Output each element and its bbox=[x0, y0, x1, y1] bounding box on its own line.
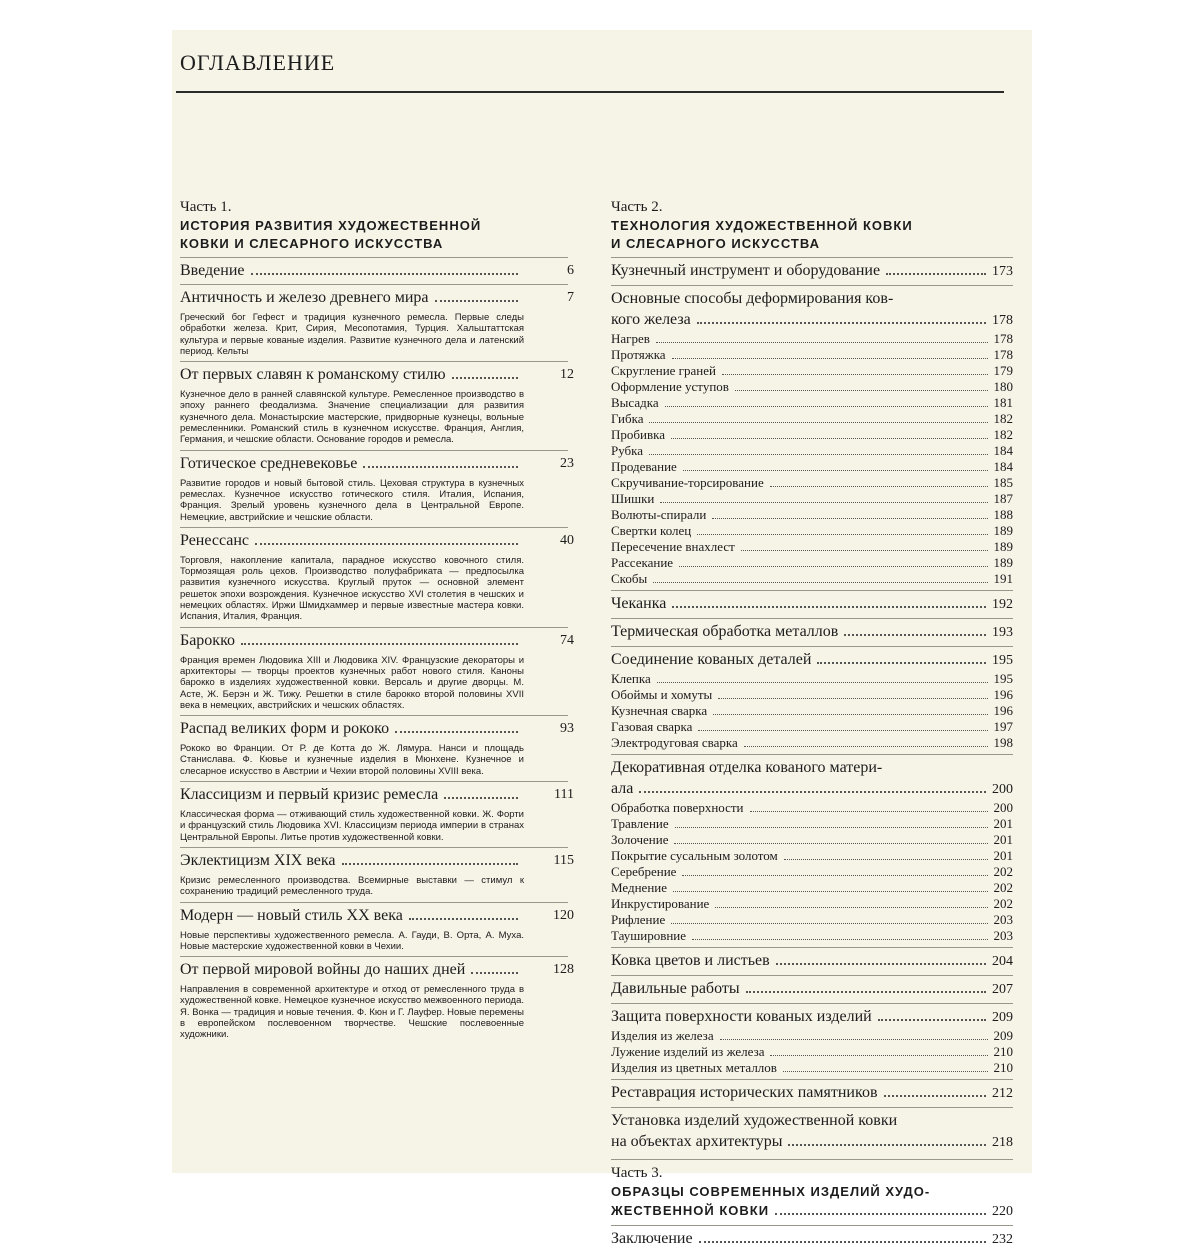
page-number: 220 bbox=[992, 1204, 1013, 1219]
entry-title: От первой мировой войны до наших дней bbox=[180, 961, 466, 979]
subsection-row[interactable] bbox=[611, 703, 1013, 719]
leader-dots bbox=[435, 300, 519, 302]
entry-title: Готическое средневековье bbox=[180, 454, 358, 472]
leader-dots bbox=[722, 374, 988, 375]
section-title: Реставрация исторических памятников bbox=[611, 1084, 878, 1101]
leader-dots bbox=[720, 1039, 988, 1040]
subsection-row[interactable] bbox=[611, 443, 1013, 459]
right-column bbox=[611, 198, 1013, 1250]
subsection-row[interactable] bbox=[611, 1044, 1013, 1060]
entry-title: Классицизм и первый кризис ремесла bbox=[180, 786, 439, 804]
section-title: Защита поверхности кованых изделий bbox=[611, 1008, 872, 1025]
leader-dots bbox=[712, 518, 987, 519]
toc-entry[interactable] bbox=[180, 450, 574, 523]
entry-row bbox=[180, 260, 574, 281]
leader-dots bbox=[682, 875, 987, 876]
subsection-title: Изделия из железа bbox=[611, 1028, 714, 1043]
page-number: 198 bbox=[993, 735, 1013, 750]
leader-dots bbox=[775, 1213, 986, 1215]
entry-title: Эклектицизм XIX века bbox=[180, 851, 336, 869]
entry-row bbox=[180, 530, 574, 551]
subsection-title: Клепка bbox=[611, 671, 651, 686]
page-number: 189 bbox=[993, 523, 1013, 538]
part1-title-line1: ИСТОРИЯ РАЗВИТИЯ ХУДОЖЕСТВЕННОЙ bbox=[180, 218, 482, 233]
leader-dots bbox=[671, 923, 987, 924]
page-number: 189 bbox=[993, 555, 1013, 570]
page-number: 111 bbox=[554, 787, 574, 803]
entry-description: Кризис ремесленного производства. Всемирные выставки — стимул к сохранению традиций ремесленного труда. bbox=[180, 874, 524, 898]
toc-entry[interactable] bbox=[180, 627, 574, 711]
section-title: Кузнечный инструмент и оборудование bbox=[611, 262, 881, 279]
leader-dots bbox=[342, 863, 518, 865]
leader-dots bbox=[672, 358, 988, 359]
subsection-title: Рубка bbox=[611, 443, 644, 458]
toc-entry[interactable] bbox=[180, 257, 574, 281]
subsection-row[interactable] bbox=[611, 539, 1013, 555]
page-number: 178 bbox=[992, 313, 1013, 328]
entry-title: Античность и железо древнего мира bbox=[180, 289, 429, 306]
leader-dots bbox=[672, 606, 986, 608]
subsection-title: Обоймы и хомуты bbox=[611, 687, 713, 702]
page-number: 179 bbox=[993, 363, 1013, 378]
leader-dots bbox=[657, 682, 988, 683]
leader-dots bbox=[884, 1095, 987, 1097]
subsection-title: Электродуговая сварка bbox=[611, 735, 738, 750]
leader-dots bbox=[886, 273, 986, 275]
leader-dots bbox=[674, 843, 987, 844]
section-title-line1: Основные способы деформирования ков- bbox=[611, 290, 894, 307]
toc-entry[interactable] bbox=[180, 902, 574, 953]
part2-title-line2: И СЛЕСАРНОГО ИСКУССТВА bbox=[611, 236, 820, 251]
leader-dots bbox=[660, 502, 987, 503]
page-number: 210 bbox=[993, 1044, 1013, 1059]
leader-dots bbox=[741, 550, 988, 551]
leader-dots bbox=[444, 797, 518, 799]
leader-dots bbox=[746, 991, 986, 993]
subsection-row[interactable] bbox=[611, 912, 1013, 928]
section-row bbox=[611, 649, 1013, 671]
part3-title-line1: ОБРАЗЦЫ СОВРЕМЕННЫХ ИЗДЕЛИЙ ХУДО- bbox=[611, 1184, 931, 1199]
entry-row bbox=[180, 959, 574, 980]
leader-dots bbox=[251, 273, 519, 275]
subsection-title: Скобы bbox=[611, 571, 648, 586]
page-number: 209 bbox=[992, 1010, 1013, 1025]
leader-dots bbox=[683, 470, 988, 471]
title-rule bbox=[176, 91, 1004, 93]
leader-dots bbox=[649, 422, 987, 423]
page-number: 188 bbox=[993, 507, 1013, 522]
page-number: 184 bbox=[993, 443, 1013, 458]
page-number: 74 bbox=[560, 632, 574, 648]
section-row bbox=[611, 593, 1013, 615]
leader-dots bbox=[697, 322, 986, 324]
entry-title: Заключение bbox=[611, 1230, 693, 1247]
page-number: 187 bbox=[993, 491, 1013, 506]
subsection-row[interactable] bbox=[611, 848, 1013, 864]
subsection-title: Таушировние bbox=[611, 928, 687, 943]
subsection-row[interactable] bbox=[611, 800, 1013, 816]
entry-row bbox=[180, 364, 574, 385]
entry-title: Распад великих форм и рококо bbox=[180, 720, 390, 738]
section-row bbox=[611, 260, 1013, 282]
part3-title-row bbox=[611, 1201, 1013, 1222]
subsection-title: Оформление уступов bbox=[611, 379, 729, 394]
section-row bbox=[611, 950, 1013, 972]
subsection-title: Скручивание-торсирование bbox=[611, 475, 764, 490]
subsection-title: Высадка bbox=[611, 395, 659, 410]
page-number: 191 bbox=[993, 571, 1013, 586]
subsection-row[interactable] bbox=[611, 411, 1013, 427]
leader-dots bbox=[452, 377, 518, 379]
page-number: 196 bbox=[993, 703, 1013, 718]
entry-row bbox=[180, 905, 574, 926]
page-number: 203 bbox=[993, 928, 1013, 943]
page-number: 128 bbox=[553, 962, 574, 978]
subsection-row[interactable] bbox=[611, 331, 1013, 347]
section-row bbox=[611, 778, 1013, 800]
subsection-title: Скругление граней bbox=[611, 363, 716, 378]
section-title-line1: Декоративная отделка кованого матери- bbox=[611, 759, 883, 776]
subsection-title: Пробивка bbox=[611, 427, 665, 442]
subsection-title: Пересечение внахлест bbox=[611, 539, 735, 554]
section-title: кого железа bbox=[611, 311, 691, 328]
section-title: Давильные работы bbox=[611, 980, 740, 997]
subsection-title: Свертки колец bbox=[611, 523, 692, 538]
leader-dots bbox=[776, 963, 986, 965]
page-number: 232 bbox=[992, 1232, 1013, 1247]
conclusion-entry[interactable] bbox=[611, 1225, 1013, 1250]
leader-dots bbox=[878, 1019, 986, 1021]
leader-dots bbox=[770, 486, 988, 487]
entry-description: Направления в современной архитектуре и отход от ремесленного труда в художественной ковке. Немецкое кузнечное искусство межвоенного периода. Я. Вонка — традиция и новые течения. Ф. Кюн и Г. Лауфер. Новые перемены в европейском послевоенном творчестве. Чешские послевоенные художники. bbox=[180, 984, 524, 1041]
toc-section[interactable] bbox=[611, 257, 1013, 282]
toc-entry[interactable] bbox=[180, 361, 574, 446]
subsection-row[interactable] bbox=[611, 1060, 1013, 1076]
entry-title: Барокко bbox=[180, 631, 236, 649]
entry-description: Греческий бог Гефест и традиция кузнечного ремесла. Первые следы обработки железа. Крит, Сирия, Месопотамия, Турция. Хальштаттская культура и первые кованые изделия. Развитие кузнечного дела и латенский период. Кельты bbox=[180, 312, 524, 357]
page-number: 195 bbox=[993, 671, 1013, 686]
subsection-title: Рассекание bbox=[611, 555, 674, 570]
subsection-title: Гибка bbox=[611, 411, 644, 426]
part1-entries bbox=[180, 257, 574, 1041]
section-title-line1: Установка изделий художественной ковки bbox=[611, 1112, 898, 1129]
subsection-title: Обработка поверхности bbox=[611, 800, 744, 815]
page-number: 203 bbox=[993, 912, 1013, 927]
page-number: 120 bbox=[553, 907, 574, 923]
leader-dots bbox=[713, 714, 987, 715]
entry-description: Франция времен Людовика XIII и Людовика XIV. Французские декораторы и архитекторы — творцы проектов кузнечных работ нового стиля. Каноны барокко в изделиях художественной ковки. Версаль и другие дворцы. М. Асте, Ж. Берэн и Ж. Тижу. Решетки в стиле барокко второй половины XVII века в немецких, австрийских и чешских областях. bbox=[180, 654, 524, 711]
page-number: 93 bbox=[560, 721, 574, 737]
entry-row bbox=[180, 850, 574, 871]
page-number: 178 bbox=[993, 347, 1013, 362]
subsection-title: Травление bbox=[611, 816, 669, 831]
page-number: 200 bbox=[993, 800, 1013, 815]
subsection-row[interactable] bbox=[611, 347, 1013, 363]
page-number: 202 bbox=[993, 880, 1013, 895]
section-row bbox=[611, 1006, 1013, 1028]
subsection-title: Волюты-спирали bbox=[611, 507, 707, 522]
page-number: 6 bbox=[567, 263, 574, 278]
toc-entry[interactable] bbox=[180, 284, 574, 357]
toc-entry[interactable] bbox=[180, 847, 574, 898]
section-row bbox=[611, 978, 1013, 1000]
page-number: 178 bbox=[993, 331, 1013, 346]
toc-section[interactable] bbox=[611, 646, 1013, 751]
part1-label: Часть 1. bbox=[180, 199, 232, 215]
leader-dots bbox=[649, 454, 987, 455]
page-number: 196 bbox=[993, 687, 1013, 702]
leader-dots bbox=[770, 1055, 987, 1056]
subsection-row[interactable] bbox=[611, 719, 1013, 735]
page-number: 180 bbox=[993, 379, 1013, 394]
page-number: 182 bbox=[993, 411, 1013, 426]
subsection-title: Нагрев bbox=[611, 331, 650, 346]
leader-dots bbox=[735, 390, 988, 391]
left-column bbox=[180, 198, 574, 1045]
subsection-title: Изделия из цветных металлов bbox=[611, 1060, 777, 1075]
toc-page bbox=[172, 30, 1032, 1247]
subsection-title: Рифление bbox=[611, 912, 666, 927]
leader-dots bbox=[673, 891, 987, 892]
subsection-row[interactable] bbox=[611, 507, 1013, 523]
subsection-row[interactable] bbox=[611, 379, 1013, 395]
section-row bbox=[611, 309, 1013, 331]
toc-section[interactable] bbox=[611, 975, 1013, 1000]
section-row bbox=[611, 1082, 1013, 1104]
subsection-title: Покрытие сусальным золотом bbox=[611, 848, 778, 863]
page-number: 207 bbox=[992, 982, 1013, 997]
page-number: 23 bbox=[560, 455, 574, 471]
leader-dots bbox=[653, 582, 987, 583]
section-title: Термическая обработка металлов bbox=[611, 623, 839, 640]
entry-description: Новые перспективы художественного ремесла. А. Гауди, В. Орта, А. Муха. Новые мастерские художественной ковки в Чехии. bbox=[180, 929, 524, 952]
leader-dots bbox=[784, 859, 988, 860]
subsection-title: Газовая сварка bbox=[611, 719, 693, 734]
page-number: 209 bbox=[993, 1028, 1013, 1043]
leader-dots bbox=[665, 406, 988, 407]
subsection-row[interactable] bbox=[611, 427, 1013, 443]
subsection-title: Кузнечная сварка bbox=[611, 703, 708, 718]
subsection-row[interactable] bbox=[611, 928, 1013, 944]
leader-dots bbox=[363, 466, 518, 468]
section-title: Ковка цветов и листьев bbox=[611, 952, 770, 969]
section-row bbox=[611, 621, 1013, 643]
subsection-row[interactable] bbox=[611, 832, 1013, 848]
subsection-row[interactable] bbox=[611, 735, 1013, 751]
subsection-title: Меднение bbox=[611, 880, 668, 895]
toc-section[interactable] bbox=[611, 618, 1013, 643]
entry-title: Введение bbox=[180, 262, 245, 279]
leader-dots bbox=[817, 662, 986, 664]
page-number: 201 bbox=[993, 848, 1013, 863]
entry-row bbox=[180, 718, 574, 739]
part3-block bbox=[611, 1159, 1013, 1222]
page-number: 201 bbox=[993, 832, 1013, 847]
entry-description: Торговля, накопление капитала, парадное искусство ковочного стиля. Тормозящая роль цехов. Производство полуфабриката — предпосылка развития кузнечного искусства. Круглый пруток — основной элемент решеток эпохи возрождения. Кузнечное искусство XVI столетия в чешских и немецких областях. Иржи Шмидхаммер и первые известные мастера ковки. Испания, Италия, Франция. bbox=[180, 554, 524, 623]
subsection-title: Золочение bbox=[611, 832, 669, 847]
subsection-title: Серебрение bbox=[611, 864, 677, 879]
subsection-row[interactable] bbox=[611, 671, 1013, 687]
leader-dots bbox=[656, 342, 988, 343]
subsection-row[interactable] bbox=[611, 896, 1013, 912]
subsection-row[interactable] bbox=[611, 555, 1013, 571]
leader-dots bbox=[692, 939, 987, 940]
subsection-row[interactable] bbox=[611, 864, 1013, 880]
entry-row bbox=[180, 784, 574, 805]
page-number: 192 bbox=[992, 597, 1013, 612]
toc-section[interactable] bbox=[611, 1079, 1013, 1104]
entry-row bbox=[180, 630, 574, 651]
leader-dots bbox=[697, 534, 987, 535]
leader-dots bbox=[844, 634, 986, 636]
subsection-row[interactable] bbox=[611, 523, 1013, 539]
toc-section[interactable] bbox=[611, 947, 1013, 972]
part3-label: Часть 3. bbox=[611, 1165, 663, 1181]
leader-dots bbox=[718, 698, 987, 699]
leader-dots bbox=[409, 918, 518, 920]
entry-description: Кузнечное дело в ранней славянской культуре. Ремесленное производство в эпоху раннего феодализма. Значение специализации для развития кузнечного дела. Монастырские мастерские, придворные кузнецы, вольные ремесленники. Романский стиль в кузнечном искусстве. Франция, Англия, Германия, и чешские области. Основание городов и ремесла. bbox=[180, 389, 524, 446]
page-number: 173 bbox=[992, 264, 1013, 279]
entry-title: Ренессанс bbox=[180, 531, 250, 549]
page-number: 200 bbox=[992, 782, 1013, 797]
page-number: 197 bbox=[993, 719, 1013, 734]
entry-description: Рококо во Франции. От Р. де Котта до Ж. Лямура. Нанси и площадь Станислава. Ф. Кювье и кузнечные изделия в Мюнхене. Кузнечное и слесарное искусство в Австрии и Чехии второй половины XVIII века. bbox=[180, 743, 524, 777]
leader-dots bbox=[671, 438, 988, 439]
leader-dots bbox=[783, 1071, 988, 1072]
entry-description: Классическая форма — отживающий стиль художественной ковки. Ж. Форти и французский стиль Людовика XVI. Классицизм периода империи в странах Центральной Европы. Литье против художественной ковки. bbox=[180, 809, 524, 843]
part2-label: Часть 2. bbox=[611, 199, 663, 215]
page-number: 115 bbox=[553, 852, 574, 868]
page-title: ОГЛАВЛЕНИЕ bbox=[180, 50, 336, 75]
leader-dots bbox=[471, 972, 518, 974]
subsection-row[interactable] bbox=[611, 475, 1013, 491]
leader-dots bbox=[744, 746, 988, 747]
page-number: 212 bbox=[992, 1086, 1013, 1101]
leader-dots bbox=[699, 1241, 986, 1243]
leader-dots bbox=[679, 566, 987, 567]
subsection-row[interactable] bbox=[611, 880, 1013, 896]
page-number: 202 bbox=[993, 896, 1013, 911]
section-title: Соединение кованых деталей bbox=[611, 651, 812, 668]
leader-dots bbox=[255, 543, 518, 545]
page-number: 210 bbox=[993, 1060, 1013, 1075]
subsection-title: Протяжка bbox=[611, 347, 666, 362]
page-number: 7 bbox=[567, 290, 574, 305]
subsection-title: Шишки bbox=[611, 491, 655, 506]
subsection-row[interactable] bbox=[611, 363, 1013, 379]
toc-entry[interactable] bbox=[180, 956, 574, 1041]
entry-row bbox=[180, 453, 574, 474]
page-number: 195 bbox=[992, 653, 1013, 668]
part3-title-line2: ЖЕСТВЕННОЙ КОВКИ bbox=[611, 1203, 770, 1218]
entry-title: От первых славян к романскому стилю bbox=[180, 366, 446, 384]
section-title: Чеканка bbox=[611, 595, 667, 612]
toc-section[interactable] bbox=[611, 1107, 1013, 1153]
subsection-row[interactable] bbox=[611, 1028, 1013, 1044]
toc-section[interactable] bbox=[611, 754, 1013, 944]
entry-description: Развитие городов и новый бытовой стиль. Цеховая структура в кузнечных ремеслах. Кузнечное искусство готического стиля. Италия, Испания, Франция. Зрелый уровень кузнечного дела в Центральной Европе. Немецкие, австрийские и чешские области. bbox=[180, 477, 524, 523]
part1-title-line2: КОВКИ И СЛЕСАРНОГО ИСКУССТВА bbox=[180, 236, 444, 251]
subsection-row[interactable] bbox=[611, 395, 1013, 411]
section-row bbox=[611, 1131, 1013, 1153]
page-number: 218 bbox=[992, 1135, 1013, 1150]
subsection-row[interactable] bbox=[611, 687, 1013, 703]
page-number: 204 bbox=[992, 954, 1013, 969]
part2-title-line1: ТЕХНОЛОГИЯ ХУДОЖЕСТВЕННОЙ КОВКИ bbox=[611, 218, 913, 233]
section-title: ала bbox=[611, 780, 634, 797]
leader-dots bbox=[750, 811, 988, 812]
entry-row bbox=[180, 287, 574, 308]
leader-dots bbox=[715, 907, 987, 908]
subsection-row[interactable] bbox=[611, 571, 1013, 587]
toc-entry[interactable] bbox=[180, 527, 574, 623]
page-number: 184 bbox=[993, 459, 1013, 474]
toc-section[interactable] bbox=[611, 1003, 1013, 1076]
page-number: 40 bbox=[560, 532, 574, 548]
subsection-title: Лужение изделий из железа bbox=[611, 1044, 765, 1059]
subsection-title: Инкрустирование bbox=[611, 896, 710, 911]
leader-dots bbox=[788, 1144, 986, 1146]
toc-section[interactable] bbox=[611, 590, 1013, 615]
leader-dots bbox=[675, 827, 988, 828]
leader-dots bbox=[639, 791, 986, 793]
entry-title: Модерн — новый стиль XX века bbox=[180, 906, 403, 924]
toc-entry[interactable] bbox=[180, 781, 574, 843]
page-number: 189 bbox=[993, 539, 1013, 554]
page-number: 185 bbox=[993, 475, 1013, 490]
subsection-row[interactable] bbox=[611, 491, 1013, 507]
toc-entry[interactable] bbox=[180, 715, 574, 777]
page-number: 201 bbox=[993, 816, 1013, 831]
section-title: на объектах архитектуры bbox=[611, 1133, 783, 1150]
page-number: 193 bbox=[992, 625, 1013, 640]
page-number: 182 bbox=[993, 427, 1013, 442]
leader-dots bbox=[241, 643, 518, 645]
page-number: 202 bbox=[993, 864, 1013, 879]
page-number: 181 bbox=[993, 395, 1013, 410]
subsection-title: Продевание bbox=[611, 459, 677, 474]
page-number: 12 bbox=[560, 367, 574, 383]
subsection-row[interactable] bbox=[611, 459, 1013, 475]
toc-section[interactable] bbox=[611, 285, 1013, 587]
leader-dots bbox=[698, 730, 987, 731]
leader-dots bbox=[395, 731, 518, 733]
subsection-row[interactable] bbox=[611, 816, 1013, 832]
part2-sections bbox=[611, 257, 1013, 1153]
